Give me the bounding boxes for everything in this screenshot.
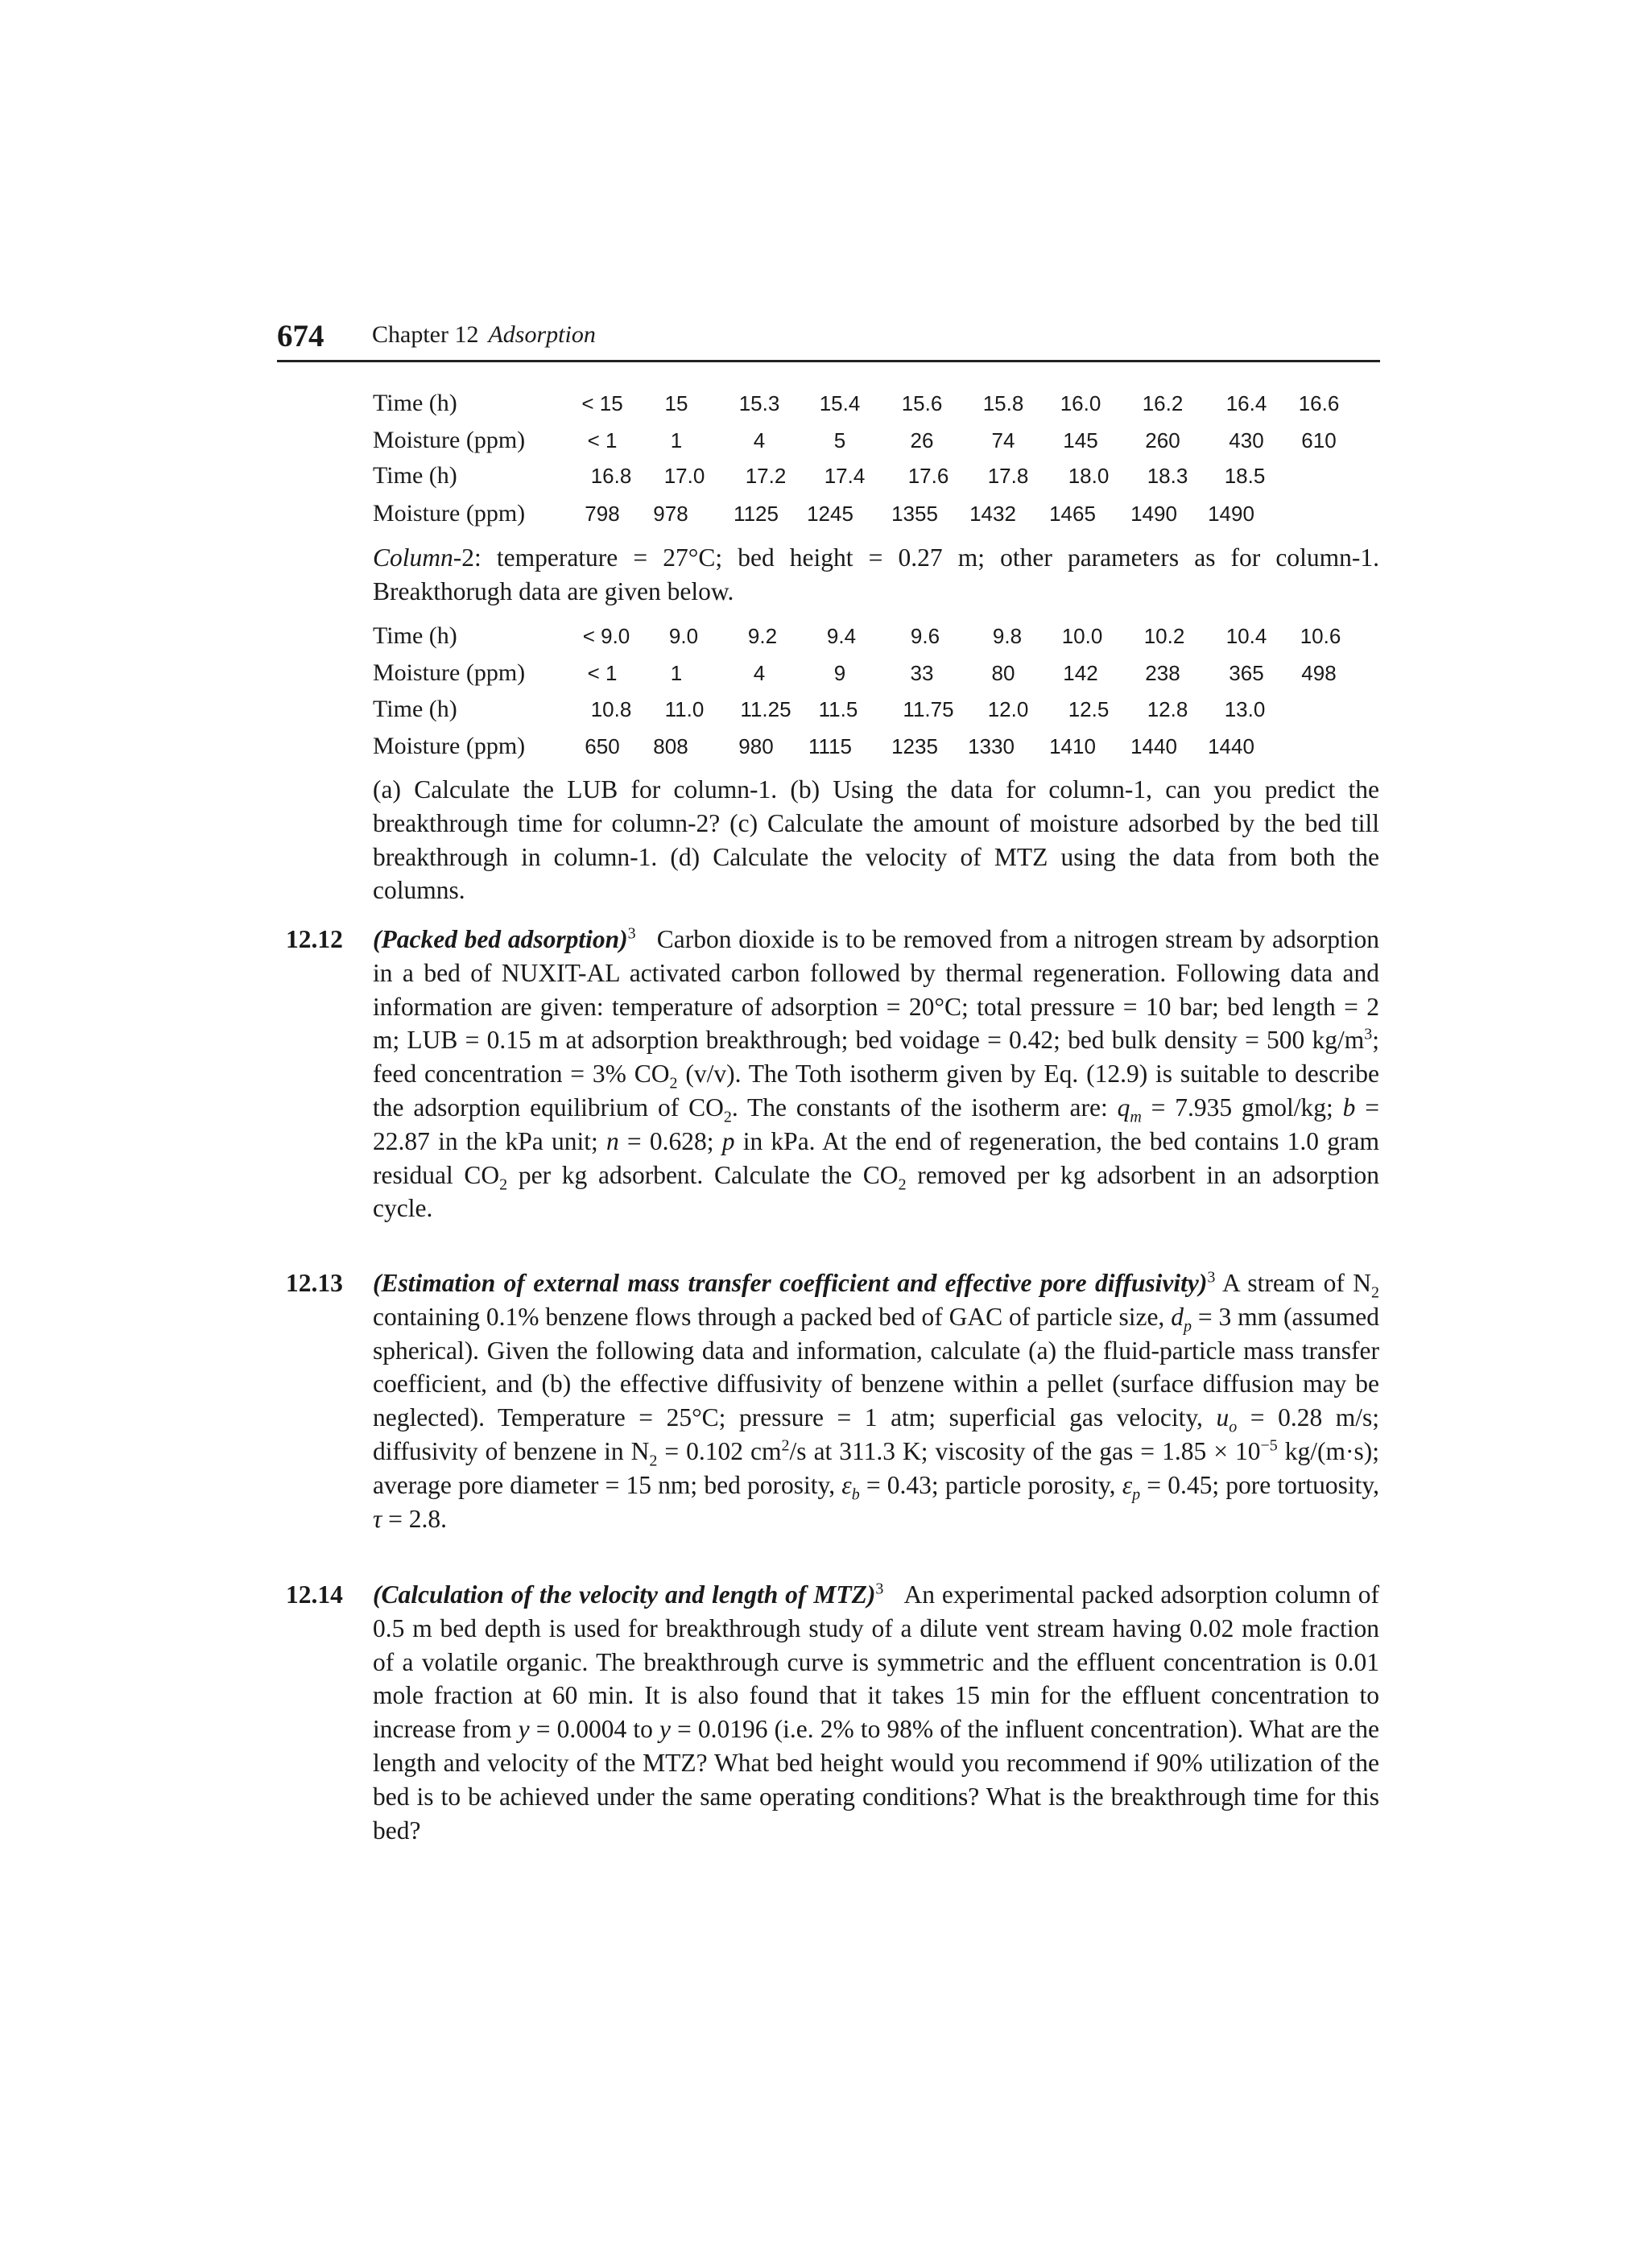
row-label: Time (h): [373, 622, 457, 649]
variable: p: [721, 1126, 735, 1155]
table-cell: 17.0: [663, 464, 705, 488]
text: = 3 mm (assumed spherical). Given the following data and information, calculate (a) the fluid-particle mass transfer coefficient, and (b) the effective diffusivity of benzene within a pellet (surface diffusion may be neglected). Temperature = 25°C; pressure = 1 atm; superficial gas velocity,: [373, 1302, 1379, 1432]
table-cell: 15: [664, 391, 688, 415]
problem-body: [373, 1266, 1379, 1535]
text: = 0.43; particle porosity,: [859, 1470, 1122, 1499]
problem-number: 12.13: [286, 1269, 343, 1297]
table-cell: 15.3: [738, 391, 780, 415]
table-cell: 12.8: [1147, 697, 1188, 721]
variable: y: [659, 1715, 671, 1744]
table-cell: 978: [653, 502, 688, 526]
text-sub: [1229, 1418, 1237, 1436]
table-cell: 798: [585, 502, 620, 526]
table-cell: 238: [1145, 661, 1180, 685]
table-cell: 1410: [1049, 734, 1096, 758]
text: (v/v). The Toth isotherm given by Eq. (12.9) is suitable to describe the adsorption equilibrium of CO: [373, 1060, 1379, 1122]
table-cell: 80: [991, 661, 1015, 685]
table-cell: 10.6: [1300, 624, 1341, 648]
table-cell: 15.6: [901, 391, 943, 415]
reference-superscript: 3: [1207, 1268, 1216, 1287]
text: in kPa. At the end of regeneration, the bed contains 1.0 gram residual CO: [373, 1126, 1379, 1189]
variable: ε: [841, 1470, 852, 1499]
text-sub: [1132, 1485, 1140, 1503]
table-cell: 1355: [891, 502, 938, 526]
table-cell: 1235: [891, 734, 938, 758]
table-cell: 16.2: [1142, 391, 1184, 415]
row-label: Moisture (ppm): [373, 659, 526, 686]
variable: ε: [1122, 1470, 1133, 1499]
table-cell: 1490: [1208, 502, 1254, 526]
table-cell: 9.2: [747, 624, 778, 648]
table-cell: 11.0: [664, 697, 705, 721]
text-sub: 2: [499, 1175, 508, 1193]
table-cell: 17.8: [987, 464, 1029, 488]
table-cell: 9.6: [910, 624, 940, 648]
table-cell: 10.8: [590, 697, 632, 721]
text: = 0.102 cm: [657, 1436, 782, 1465]
chapter-number: Chapter 12: [372, 321, 479, 348]
text: = 22.87 in the kPa unit;: [373, 1093, 1379, 1155]
table-cell: 808: [653, 734, 688, 758]
table-cell: 142: [1063, 661, 1098, 685]
variable: d: [1171, 1302, 1184, 1331]
table-cell: 13.0: [1224, 697, 1266, 721]
table-cell: 9: [833, 661, 846, 685]
table-cell: < 9.0: [582, 624, 630, 648]
text: = 2.8.: [382, 1504, 448, 1533]
row-label: Moisture (ppm): [373, 733, 526, 759]
row-label: Time (h): [373, 696, 457, 722]
table-cell: 1432: [969, 502, 1016, 526]
running-header: [277, 318, 1380, 362]
table-cell: 9.0: [668, 624, 699, 648]
table-cell: 1465: [1049, 502, 1096, 526]
table-cell: 10.4: [1225, 624, 1267, 648]
text: An experimental packed adsorption column of 0.5 m bed depth is used for breakthrough study of a dilute vent stream having 0.02 mole fraction of a volatile organic. The breakthrough curve is symmetric and the effluent concentration is 0.01 mole fraction at 60 min. It is also found that it takes 15 min for the effluent concentration to increase from: [373, 1580, 1380, 1744]
table-cell: 1490: [1130, 502, 1177, 526]
reference-superscript: 3: [875, 1580, 884, 1598]
table-cell: 365: [1229, 661, 1264, 685]
table-cell: 33: [910, 661, 934, 685]
table-cell: 15.8: [982, 391, 1024, 415]
problem-number: 12.14: [286, 1580, 343, 1609]
table-cell: 18.3: [1147, 464, 1188, 488]
text: kg/(m·s); average pore diameter = 15 nm; bed porosity,: [373, 1436, 1380, 1499]
table-cell: < 1: [587, 661, 618, 685]
table-cell: 4: [753, 428, 766, 452]
problem-title: (Calculation of the velocity and length of MTZ): [373, 1580, 876, 1609]
variable: b: [1342, 1093, 1356, 1122]
problem-title: (Estimation of external mass transfer coefficient and effective pore diffusivity): [373, 1269, 1208, 1297]
table-cell: 1115: [808, 734, 852, 758]
table-cell: 11.5: [818, 697, 858, 721]
table-cell: 12.5: [1068, 697, 1110, 721]
table-cell: 980: [738, 734, 774, 758]
row-label: Moisture (ppm): [373, 500, 526, 527]
variable-sub: m: [1130, 1108, 1142, 1126]
text-sub: [1184, 1317, 1192, 1335]
text: per kg adsorbent. Calculate the CO: [507, 1160, 899, 1189]
table-cell: 12.0: [987, 697, 1029, 721]
row-label: Time (h): [373, 462, 457, 489]
text-sub: 2: [649, 1452, 658, 1470]
text: . The constants of the isotherm are:: [731, 1093, 1118, 1122]
problem-body: [373, 923, 1379, 1225]
text: containing 0.1% benzene flows through a packed bed of GAC of particle size,: [373, 1302, 1172, 1331]
table-cell: 1440: [1130, 734, 1177, 758]
table-cell: 145: [1063, 428, 1098, 452]
row-label: Time (h): [373, 390, 457, 416]
table-cell: 1: [670, 428, 683, 452]
table-cell: 11.25: [740, 697, 791, 721]
text-sub: 2: [723, 1108, 732, 1126]
text-sup: −5: [1260, 1436, 1278, 1455]
problem-body: [373, 1578, 1379, 1847]
problem-title: (Packed bed adsorption): [373, 925, 628, 953]
table-cell: 1245: [807, 502, 853, 526]
table-cell: 610: [1301, 428, 1337, 452]
reference-superscript: 3: [627, 924, 636, 943]
chapter-label: [372, 321, 596, 349]
table-cell: 10.0: [1061, 624, 1103, 648]
page-number: 674: [277, 319, 324, 353]
problem-number: 12.12: [286, 925, 343, 953]
table-cell: 9.4: [826, 624, 857, 648]
variable-sub: p: [1132, 1485, 1141, 1504]
text-sub: [1130, 1108, 1141, 1126]
table-cell: 17.6: [907, 464, 949, 488]
variable: u: [1216, 1403, 1230, 1432]
table-cell: 10.2: [1143, 624, 1185, 648]
variable: y: [518, 1715, 530, 1744]
text: /s at 311.3 K; viscosity of the gas = 1.85 × 10: [789, 1436, 1261, 1465]
variable: q: [1117, 1093, 1130, 1122]
table-cell: 1: [670, 661, 683, 685]
table-cell: 5: [833, 428, 846, 452]
variable: n: [605, 1126, 619, 1155]
table-cell: 1440: [1208, 734, 1254, 758]
variable-sub: b: [851, 1485, 860, 1504]
column-2-text: -2: temperature = 27°C; bed height = 0.27 m; other parameters as for column-1. Breakthorugh data are given below.: [373, 543, 1379, 605]
chapter-title: Adsorption: [488, 321, 596, 348]
table-cell: 15.4: [819, 391, 861, 415]
table-cell: 16.4: [1225, 391, 1267, 415]
table-cell: 260: [1145, 428, 1180, 452]
text-sup: 2: [781, 1436, 790, 1455]
text-sub: 2: [898, 1175, 907, 1193]
text: = 7.935 gmol/kg;: [1141, 1093, 1343, 1122]
column-word: Column: [373, 543, 453, 572]
table-cell: 430: [1229, 428, 1264, 452]
text: = 0.628;: [618, 1126, 722, 1155]
column-2-description: [373, 541, 1379, 609]
questions-paragraph: (a) Calculate the LUB for column-1. (b) Using the data for column-1, can you predict the breakthrough time for column-2? (c) Calculate the amount of moisture adsorbed by the bed till breakthrough in column-1. (d) Calculate the velocity of MTZ using the data from both the columns.: [373, 775, 1379, 905]
text: = 0.0196 (i.e. 2% to 98% of the influent concentration). What are the length and velocity of the MTZ? What bed height would you recommend if 90% utilization of the bed is to be achieved under the same operating conditions? What is the breakthrough time for this bed?: [373, 1715, 1379, 1845]
table-cell: 18.0: [1068, 464, 1110, 488]
table-cell: 16.8: [590, 464, 632, 488]
variable: τ: [373, 1504, 382, 1533]
text: ; feed concentration = 3% CO: [373, 1026, 1379, 1089]
text: A stream of N: [1215, 1269, 1371, 1297]
table-cell: 26: [910, 428, 934, 452]
text-sup: 3: [1364, 1025, 1373, 1043]
table-cell: 18.5: [1224, 464, 1266, 488]
table-cell: 17.2: [745, 464, 787, 488]
table-cell: 16.0: [1060, 391, 1101, 415]
table-cell: 17.4: [824, 464, 866, 488]
table-cell: 9.8: [992, 624, 1023, 648]
table-cell: < 1: [587, 428, 618, 452]
text: = 0.28 m/s; diffusivity of benzene in N: [373, 1403, 1380, 1465]
table-cell: 1330: [968, 734, 1015, 758]
text: removed per kg adsorbent in an adsorption cycle.: [373, 1160, 1379, 1223]
text: = 0.0004 to: [529, 1715, 659, 1744]
table-cell: 11.75: [903, 697, 954, 721]
row-label: Moisture (ppm): [373, 427, 526, 453]
text: Carbon dioxide is to be removed from a nitrogen stream by adsorption in a bed of NUXIT-AL activated carbon followed by thermal regeneration. Following data and information are given: temperature of adsorption = 20°C; total pressure = 10 bar; bed length = 2 m; LUB = 0.15 m at adsorption breakthrough; bed voidage = 0.42; bed bulk density = 500 kg/m: [373, 925, 1379, 1055]
text: = 0.45; pore tortuosity,: [1140, 1470, 1379, 1499]
table-cell: 74: [991, 428, 1015, 452]
table-cell: < 15: [581, 391, 623, 415]
variable-sub: p: [1183, 1317, 1192, 1336]
table-cell: 1125: [734, 502, 779, 526]
table-cell: 16.6: [1298, 391, 1340, 415]
variable-sub: o: [1229, 1418, 1238, 1436]
table-cell: 498: [1301, 661, 1337, 685]
text-sub: 2: [669, 1074, 678, 1093]
text-sub: [852, 1485, 860, 1503]
table-cell: 650: [585, 734, 620, 758]
table-cell: 4: [753, 661, 766, 685]
text-sub: 2: [1371, 1283, 1379, 1302]
